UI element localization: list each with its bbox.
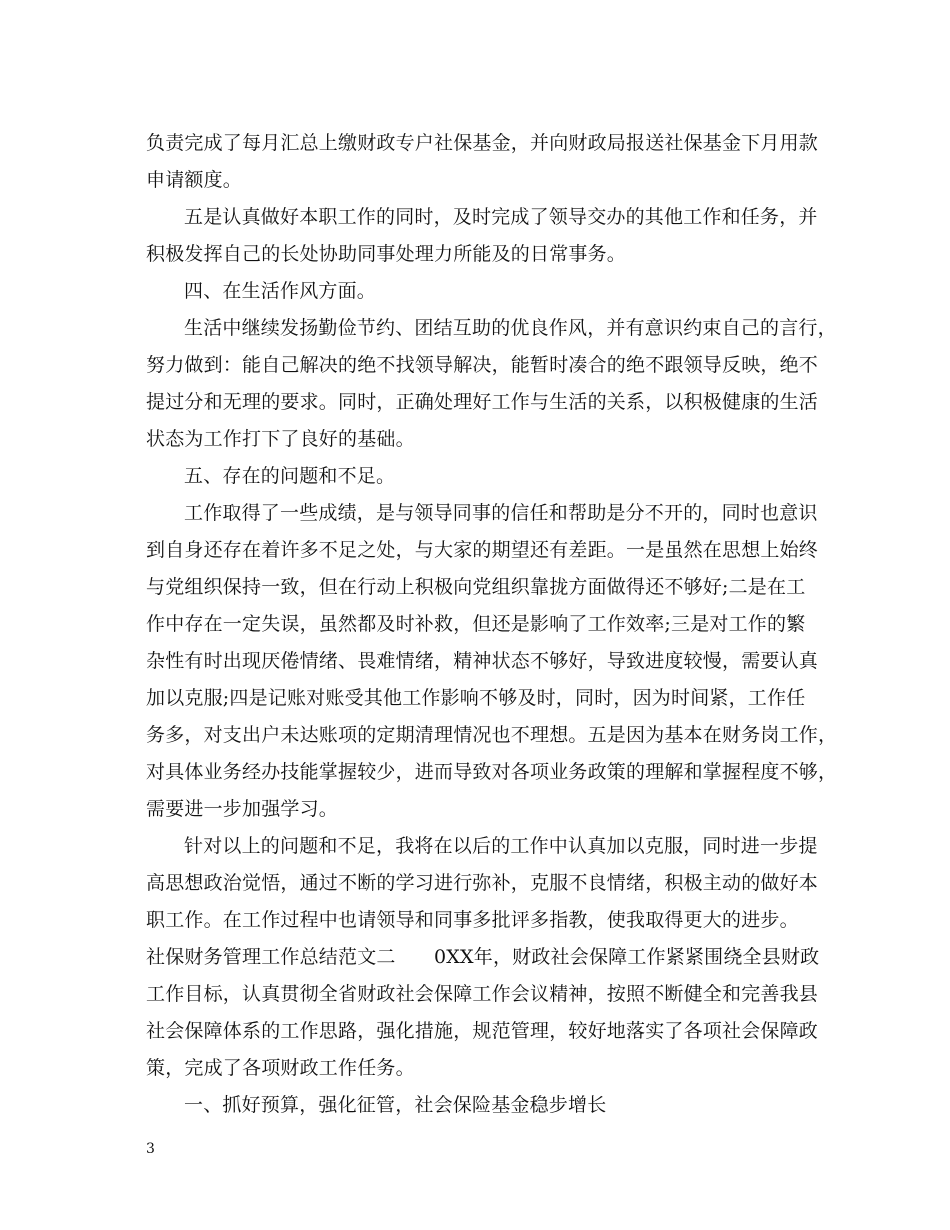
text-line: 职工作。在工作过程中也请领导和同事多批评多指教，使我取得更大的进步。 [146,909,799,931]
text-line: 社会保障体系的工作思路，强化措施，规范管理，较好地落实了各项社会保障政 [146,1020,819,1042]
text-line: 杂性有时出现厌倦情绪、畏难情绪，精神状态不够好，导致进度较慢，需要认真 [146,650,819,672]
text-line: 生活中继续发扬勤俭节约、团结互助的优良作风，并有意识约束自己的言行， [184,317,837,339]
text-line: 与党组织保持一致，但在行动上积极向党组织靠拢方面做得还不够好;二是在工 [146,576,806,598]
text-line: 努力做到：能自己解决的绝不找领导解决，能暂时凑合的绝不跟领导反映，绝不 [146,354,819,376]
text-line: 社保财务管理工作总结范文二 0XX年，财政社会保障工作紧紧围绕全县财政 [146,946,820,968]
text-line: 到自身还存在着许多不足之处，与大家的期望还有差距。一是虽然在思想上始终 [146,539,819,561]
text-line: 对具体业务经办技能掌握较少，进而导致对各项业务政策的理解和掌握程度不够， [146,761,838,783]
section-heading: 四、在生活作风方面。 [184,280,377,302]
section-heading: 五、存在的问题和不足。 [184,465,396,487]
text-line: 针对以上的问题和不足，我将在以后的工作中认真加以克服，同时进一步提 [184,835,818,857]
text-line: 积极发挥自己的长处协助同事处理力所能及的日常事务。 [146,243,627,265]
text-line: 提过分和无理的要求。同时，正确处理好工作与生活的关系，以积极健康的生活 [146,391,819,413]
text-line: 五是认真做好本职工作的同时，及时完成了领导交办的其他工作和任务，并 [184,206,818,228]
text-line: 需要进一步加强学习。 [146,798,339,820]
text-line: 工作目标，认真贯彻全省财政社会保障工作会议精神，按照不断健全和完善我县 [146,983,819,1005]
text-line: 策，完成了各项财政工作任务。 [146,1057,415,1079]
text-line: 务多，对支出户未达账项的定期清理情况也不理想。五是因为基本在财务岗工作， [146,724,838,746]
text-line: 状态为工作打下了良好的基础。 [146,428,415,450]
text-line: 高思想政治觉悟，通过不断的学习进行弥补，克服不良情绪，积极主动的做好本 [146,872,819,894]
text-line: 工作取得了一些成绩，是与领导同事的信任和帮助是分不开的，同时也意识 [184,502,818,524]
text-line: 作中存在一定失误，虽然都及时补救，但还是影响了工作效率;三是对工作的繁 [146,613,806,635]
text-line: 加以克服;四是记账对账受其他工作影响不够及时，同时，因为时间紧，工作任 [146,687,806,709]
text-line: 负责完成了每月汇总上缴财政专户社保基金，并向财政局报送社保基金下月用款 [146,132,819,154]
text-line: 申请额度。 [146,169,243,191]
section-heading: 一、抓好预算，强化征管，社会保险基金稳步增长 [184,1094,607,1116]
page-number: 3 [146,1141,155,1157]
